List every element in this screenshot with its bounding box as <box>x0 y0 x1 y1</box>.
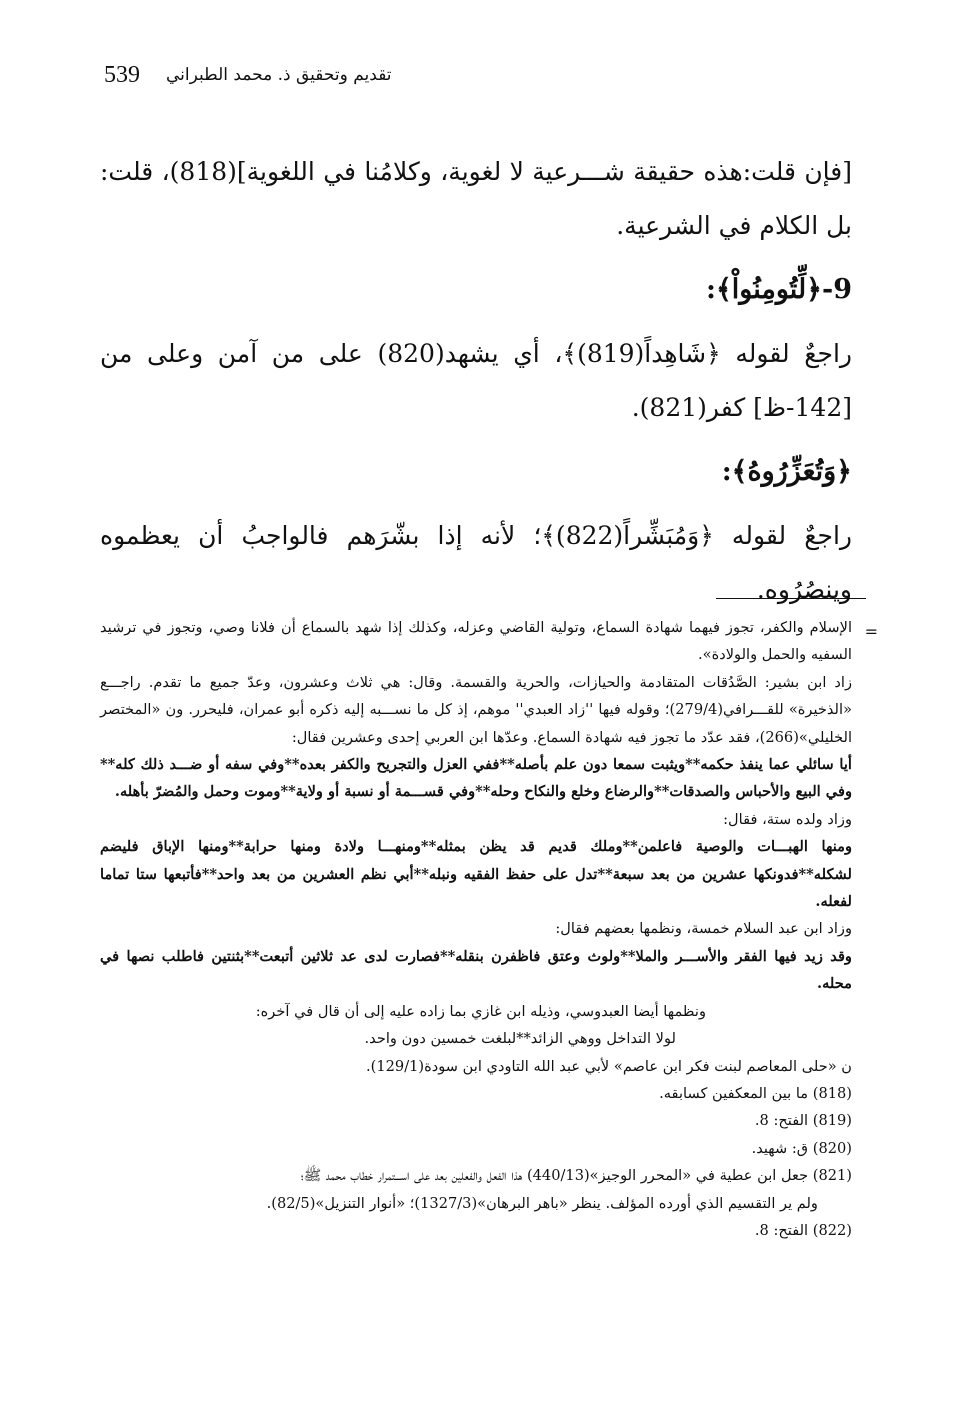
footnote-line: وزاد ولده ستة، فقال: <box>723 810 852 828</box>
poem-2: ومنها الهبـــات والوصية فاعلمن**وملك قديم قد يظن بمثله**ومنهـــا ولادة ومنها حرابة**ومنها الإباق فليضم لشكله**فدونكها عشرين من بعد سبعة**تدل على حفظ الفقيه ونبله**أبي نظم العشرين من بعد واحد**فأتبعها ستا تماما لفعله. <box>100 838 852 911</box>
footnotes <box>100 614 878 1244</box>
footnote-line: ن «حلى المعاصم لبنت فكر ابن عاصم» لأبي عبد الله التاودي ابن سودة(129/1). <box>366 1057 852 1075</box>
footnote-line: وزاد ابن عبد السلام خمسة، ونظمها بعضهم فقال: <box>555 920 852 938</box>
footnote-818: (818) ما بين المعكفين كسابقه. <box>659 1084 852 1102</box>
footnote-line: زاد ابن بشير: الصَّدُقات المتقادمة والحيازات، والحرية والقسمة. وقال: هي ثلاث وعشرون، وعدّ جميع ما تقدم. راجـــع «الذخيرة» للقـــرافي(279/4)؛ وقوله فيها ''زاد العبدي'' موهم، إذ كل ما نســـبه إليه ذكره أبو عمران، فليحرر. ون «المختصر الخليلي»(266)، فقد عدّد ما تجوز فيه شهادة السماع. وعدّها ابن العربي إحدى وعشرين فقال: <box>100 673 852 746</box>
footnote-821-continued: ولم ير التقسيم الذي أورده المؤلف. ينظر «باهر البرهان»(1327/3)؛ «أنوار التنزيل»(82/5). <box>266 1194 818 1212</box>
footnote-divider <box>716 598 866 599</box>
footnote-line: الإسلام والكفر، تجوز فيهما شهادة السماع، وتولية القاضي وعزله، وكذلك إذا شهد بالسماع أن فلانا وصي، وتجوز في ترشيد السفيه والحمل والولادة». <box>100 619 852 664</box>
footnote-820: (820) ق: شهيد. <box>751 1139 852 1157</box>
running-head: تقديم وتحقيق ذ. محمد الطبراني <box>166 65 392 85</box>
poem-3: وقد زيد فيها الفقر والأســـر والملا**ولوث وعتق فاظفرن بنقله**فصارت لدى عد ثلاثين أتبعت**بثنتين فاطلب نصها في محله. <box>100 947 852 993</box>
poem-1: أيا سائلي عما ينفذ حكمه**ويثبت سمعا دون علم بأصله**ففي العزل والتجريح والكفر بعده**وفي سفه أو ضـــد ذلك كله** وفي البيع والأحباس والصدقات**والرضاع وخلع والنكاح وحله**وفي قســـمة أو نسبة أو ولاية**وموت وحمل والمُضرّ بأهله. <box>100 756 852 801</box>
heading-9: 9-﴿لِّتُومِنُواْ﴾: <box>706 274 852 305</box>
main-text <box>100 145 852 617</box>
footnote-821: (821) جعل ابن عطية في «المحرر الوجيز»(440/13) هذا الفعل والفعلين بعد على اســـتمرار خطاب محمد ﷺ؛ <box>300 1167 852 1185</box>
poem-4: لولا التداخل ووهي الزائد**لبلغت خمسين دون واحد. <box>364 1030 676 1048</box>
paragraph-1: [فإن قلت:هذه حقيقة شـــرعية لا لغوية، وكلامُنا في اللغوية](818)، قلت: بل الكلام في الشرعية. <box>100 157 853 240</box>
footnote-line: ونظمها أيضا العبدوسي، وذيله ابن غازي بما زاده عليه إلى أن قال في آخره: <box>255 1002 706 1020</box>
page-header <box>104 58 414 92</box>
continuation-mark: = <box>864 622 878 641</box>
page-number: 539 <box>104 61 140 88</box>
footnote-822: (822) الفتح: 8. <box>754 1221 852 1239</box>
paragraph-2: راجعٌ لقوله ﴿شَاهِداً(819)﴾، أي يشهد(820) على من آمن وعلى من [142-ظ] كفر(821). <box>100 339 852 422</box>
footnote-819: (819) الفتح: 8. <box>754 1112 852 1130</box>
paragraph-3: راجعٌ لقوله ﴿وَمُبَشِّراً(822)﴾؛ لأنه إذا بشّرَهم فالواجبُ أن يعظموه وينصُرُوه. <box>100 521 852 604</box>
heading-2: ﴿وَتُعَزِّرُوهُ﴾: <box>721 456 852 487</box>
